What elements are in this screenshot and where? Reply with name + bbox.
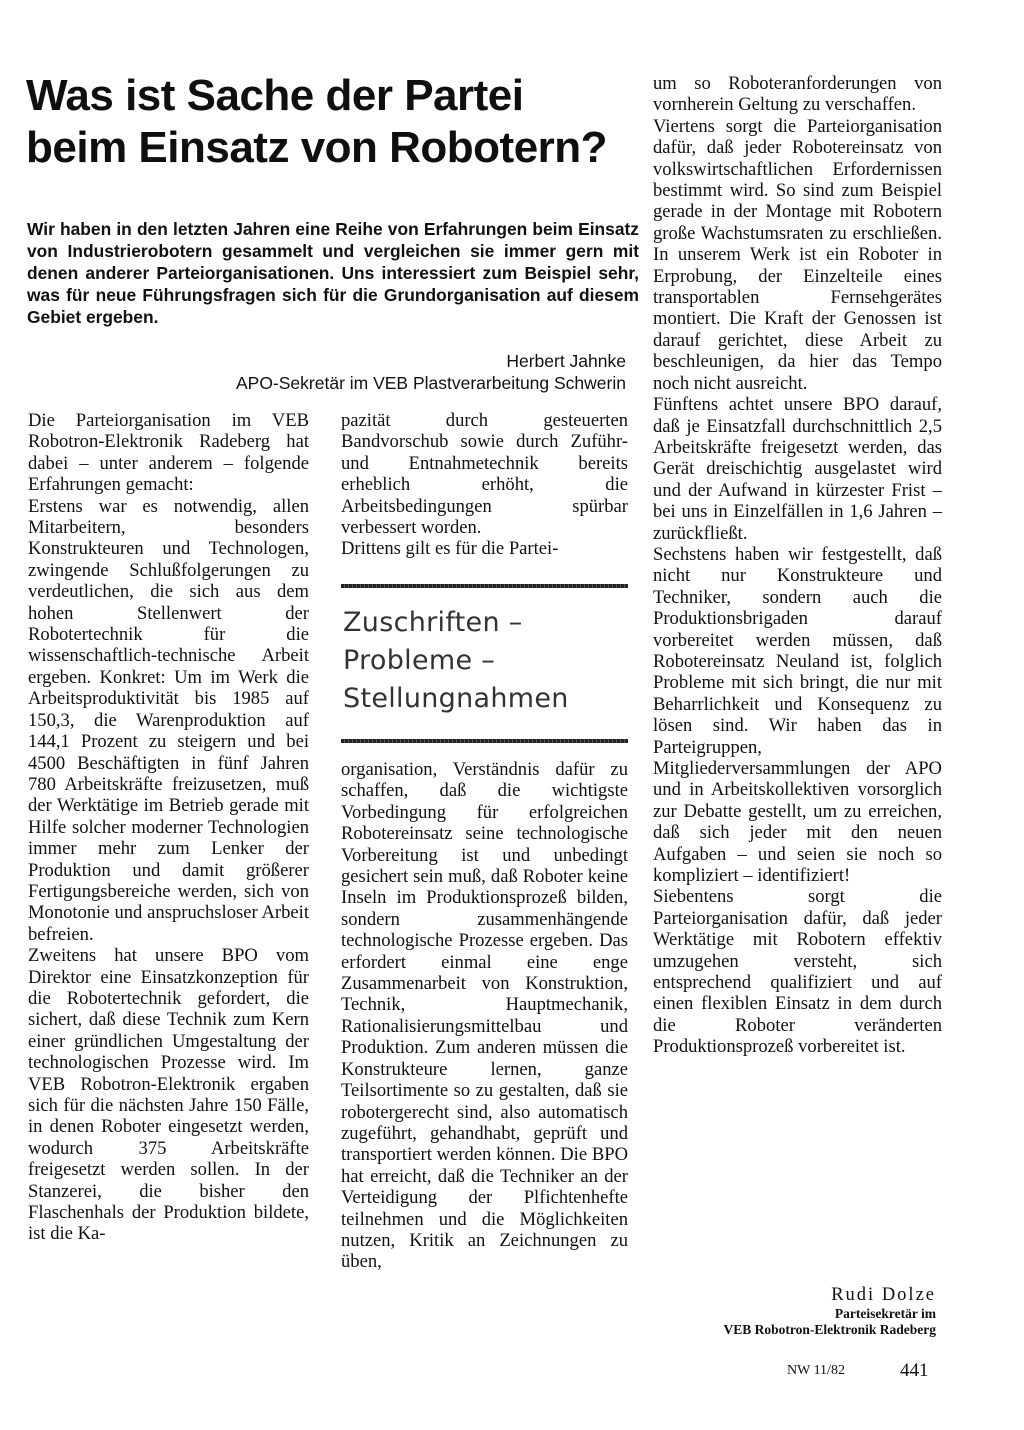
paragraph: Fünftens achtet unsere BPO darauf, daß je Einsatzfall durchschnittlich 2,5 Arbeitskräfte freigesetzt werden, das Gerät dreischichtig ausgelastet wird und der Aufwand in kürzester Frist – bei uns in Einzelfällen in 1,6 Jahren – zurückfließt. (653, 394, 942, 544)
paragraph: organisation, Verständnis dafür zu schaffen, daß die wichtigste Vorbedingung für erfolgreichen Robotereinsatz seine technologische Vorbereitung ist und unbedingt gesichert sein muß, daß Roboter keine Inseln im Produktionsprozeß bilden, sondern zusammenhängende technologische Prozesse ergeben. Das erfordert einmal eine enge Zusammenarbeit von Konstruktion, Technik, Hauptmechanik, Rationalisierungsmittelbau und Produktion. Zum anderen müssen die Konstrukteure lernen, ganze Teilsortimente so zu gestalten, daß sie robotergerecht sind, also automatisch zugeführt, gehandhabt, geprüft und transportiert werden können. Die BPO hat erreicht, daß die Techniker an der Verteidigung der Plfichtenhefte teilnehmen und die Möglichkeiten nutzen, Kritik an Zeichnungen zu üben, (341, 759, 628, 1273)
rubric-line-1: Zuschriften – (343, 607, 523, 638)
answer-author-block (723, 1284, 936, 1338)
question-author-role: APO-Sekretär im VEB Plastverarbeitung Schwerin (235, 373, 626, 393)
paragraph: um so Roboteranforderungen von vornherein Geltung zu verschaffen. (653, 73, 942, 116)
rubric-box (341, 584, 628, 744)
paragraph: pazität durch gesteuerten Bandvorschub sowie durch Zuführ- und Entnahmetechnik bereits erheblich erhöht, die Arbeitsbedingungen spürbar verbessert worden. (341, 410, 628, 539)
headline-line-2: beim Einsatz von Robotern? (26, 123, 608, 172)
question-author-name: Herbert Jahnke (506, 351, 626, 371)
paragraph: Zweitens hat unsere BPO vom Direktor eine Einsatzkonzeption für die Robotertechnik gefordert, die sichert, daß diese Technik zum Kern einer gründlichen Umgestaltung der technologischen Prozesse wird. Im VEB Robotron-Elektronik ergaben sich für die nächsten Jahre 150 Fälle, in denen Roboter eingesetzt werden, wodurch 375 Arbeitskräfte freigesetzt werden sollen. In der Stanzerei, die bisher den Flaschenhals der Produktion bildete, ist die Ka- (28, 945, 309, 1245)
text-column-1 (28, 410, 309, 1245)
page-number: 441 (900, 1360, 929, 1381)
paragraph: Erstens war es notwendig, allen Mitarbeitern, besonders Konstrukteuren und Technologen, zwingende Schlußfolgerungen zu verdeutlichen, die sich aus dem hohen Stellenwert der Robotertechnik für die wissenschaftlich-technische Arbeit ergeben. Konkret: Um im Werk die Arbeitsproduktivität bis 1985 auf 150,3, die Warenproduktion auf 144,1 Prozent zu steigern und bei 4500 Beschäftigten in fünf Jahren 780 Arbeitskräfte freizusetzen, muß der Werktätige im Betrieb gerade mit Hilfe solcher moderner Technologien immer mehr zum Lenker der Produktion und damit größerer Fertigungsbereiche werden, sich von Monotonie und anspruchsloser Arbeit befreien. (28, 495, 309, 945)
text-column-2-bottom (341, 759, 628, 1273)
paragraph: Drittens gilt es für die Partei- (341, 538, 559, 560)
issue-label: NW 11/82 (787, 1363, 845, 1378)
headline-line-1: Was ist Sache der Partei (26, 71, 524, 120)
rubric-title (343, 604, 628, 718)
rubric-line-2: Probleme – (343, 645, 496, 676)
text-column-3 (653, 73, 942, 1058)
answer-author-name: Rudi Dolze (831, 1285, 936, 1305)
paragraph: Siebentens sorgt die Parteiorganisation dafür, daß jeder Werktätige mit Robotern effektiv umzugehen versteht, sich entsprechend qualifiziert und auf einen flexiblen Einsatz in dem durch die Roboter veränderten Produktionsprozeß vorbereitet ist. (653, 886, 942, 1058)
rubric-top-rule (341, 584, 628, 588)
text-column-2-top (341, 410, 628, 560)
answer-author-role-1: Parteisekretär im (834, 1306, 936, 1321)
answer-author-role-2: VEB Robotron-Elektronik Radeberg (723, 1322, 936, 1337)
reader-question: Wir haben in den letzten Jahren eine Reihe von Erfahrungen beim Einsatz von Industrierobotern gesammelt und vergleichen sie immer gern mit denen anderer Parteiorganisationen. Uns interessiert zum Beispiel sehr, was für neue Führungsfragen sich für die Grundorganisation auf diesem Gebiet ergeben. (27, 219, 639, 327)
question-author-block (236, 350, 626, 394)
article-headline (26, 70, 646, 174)
rubric-bottom-rule (341, 739, 628, 743)
paragraph: Die Parteiorganisation im VEB Robotron-Elektronik Radeberg hat dabei – unter anderem – folgende Erfahrungen gemacht: (28, 410, 309, 496)
paragraph: Viertens sorgt die Parteiorganisation dafür, daß jeder Robotereinsatz von volkswirtschaftlichen Erfordernissen bestimmt wird. So sind zum Beispiel gerade in der Montage mit Robotern große Wachstumsraten zu erschließen. In unserem Werk ist ein Roboter in Erprobung, der Einzelteile eines transportablen Fernsehgerätes montiert. Die Kraft der Genossen ist darauf gerichtet, diese Arbeit zu beschleunigen, da hier das Tempo noch nicht ausreicht. (653, 115, 942, 394)
paragraph: Sechstens haben wir festgestellt, daß nicht nur Konstrukteure und Techniker, sondern auch die Produktionsbrigaden darauf vorbereitet werden müssen, daß Robotereinsatz Neuland ist, folglich Probleme mit sich bringt, die nur mit Beharrlichkeit und Konsequenz zu lösen sind. Wir haben das in Parteigruppen, Mitgliederversammlungen der APO und in Arbeitskollektiven vorsorglich zur Debatte gestellt, um zu erreichen, daß sich jeder mit den neuen Aufgaben – und seien sie noch so kompliziert – identifiziert! (653, 543, 942, 887)
rubric-line-3: Stellungnahmen (343, 683, 569, 714)
